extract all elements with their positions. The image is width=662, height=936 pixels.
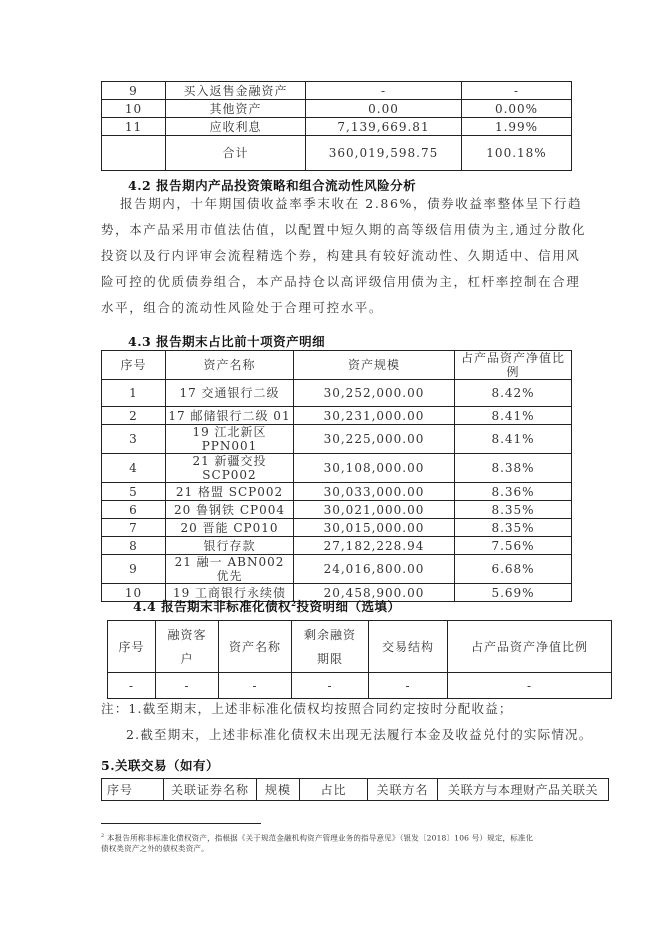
note-line: 2.截至期末，上述非标准化债权未出现无法履行本金及收益兑付的实际情况。	[126, 727, 593, 742]
cell-name: 17 交通银行二级	[166, 380, 294, 407]
cell-no: 6	[102, 501, 166, 519]
cell-amount: 27,182,228.94	[294, 537, 455, 555]
cell-no: 10	[102, 584, 166, 602]
table-row	[102, 380, 572, 407]
table-row	[102, 425, 572, 454]
cell-amount: 0.00	[306, 100, 462, 118]
header-structure: 交易结构	[369, 621, 448, 673]
cell-name: 20 鲁钢铁 CP004	[166, 501, 294, 519]
cell-ratio: 5.69%	[455, 584, 572, 602]
header-relationship: 关联方与本理财产品关联关	[438, 779, 609, 801]
cell-ratio: 1.99%	[462, 118, 572, 136]
cell-name: 21 格盟 SCP002	[166, 483, 294, 501]
cell-ratio: 8.35%	[455, 501, 572, 519]
table-row	[102, 82, 572, 100]
cell-no: 7	[102, 519, 166, 537]
cell-no: 2	[102, 407, 166, 425]
table-row	[102, 555, 572, 584]
cell-no	[102, 136, 166, 171]
table-row	[102, 407, 572, 425]
total-row	[102, 136, 572, 171]
cell-no: 10	[102, 100, 166, 118]
footnote-line: 债权类资产之外的债权类资产。	[101, 844, 209, 853]
cell-amount: 30,033,000.00	[294, 483, 455, 501]
cell-amount: 24,016,800.00	[294, 555, 455, 584]
section-4-4-heading	[133, 597, 401, 615]
cell-no: 11	[102, 118, 166, 136]
cell-no: 9	[102, 82, 166, 100]
section-4-3-heading: 4.3 报告期末占比前十项资产明细	[128, 334, 326, 349]
header-no: 序号	[102, 351, 166, 380]
table-row	[102, 501, 572, 519]
section-5-heading: 5.关联交易（如有）	[101, 758, 220, 773]
cell-name: 19 江北新区 PPN001	[166, 425, 294, 454]
cell-amount: 7,139,669.81	[306, 118, 462, 136]
paragraph-line: 投资以及行内评审会流程精选个券，构建具有较好流动性、久期适中、信用风	[101, 248, 581, 263]
section-4-2-heading: 4.2 报告期内产品投资策略和组合流动性风险分析	[128, 178, 417, 193]
cell-name: 21 新疆交投 SCP002	[166, 454, 294, 483]
table-row	[102, 537, 572, 555]
cell-ratio: 8.38%	[455, 454, 572, 483]
cell-name: 合计	[166, 136, 306, 171]
cell-ratio: 8.35%	[455, 519, 572, 537]
header-party-name: 关联方名	[368, 779, 438, 801]
paragraph-line: 水平，组合的流动性风险处于合理可控水平。	[101, 300, 384, 315]
cell-amount: 30,225,000.00	[294, 425, 455, 454]
cell-name: 其他资产	[166, 100, 306, 118]
paragraph-line: 险可控的优质债券组合，本产品持仓以高评级信用债为主，杠杆率控制在合理	[101, 274, 581, 289]
cell-amount: -	[306, 82, 462, 100]
cell-name: 应收利息	[166, 118, 306, 136]
cell: -	[448, 673, 612, 699]
cell-no: 1	[102, 380, 166, 407]
cell-no: 4	[102, 454, 166, 483]
asset-allocation-table-tail	[101, 81, 572, 171]
header-client: 融资客户	[156, 621, 219, 673]
paragraph-line: 报告期内，十年期国债收益率季末收在 2.86%，债券收益率整体呈下行趋	[120, 196, 583, 211]
cell-name: 17 邮储银行二级 01	[166, 407, 294, 425]
cell: -	[108, 673, 156, 699]
cell: -	[292, 673, 369, 699]
related-transactions-table	[101, 778, 609, 801]
cell-amount: 30,252,000.00	[294, 380, 455, 407]
footnote-line: 本报告所称非标准化债权资产，指根据《关于规范金融机构资产管理业务的指导意见》（银发〔2018〕106 号）规定，标准化	[106, 833, 534, 843]
heading-text: 投资明细（选填）	[296, 599, 401, 614]
cell-ratio: -	[462, 82, 572, 100]
cell-ratio: 7.56%	[455, 537, 572, 555]
cell-amount: 30,021,000.00	[294, 501, 455, 519]
footnote-divider	[101, 823, 261, 824]
cell-no: 5	[102, 483, 166, 501]
cell-name: 19 工商银行永续债	[166, 584, 294, 602]
header-nav-ratio: 占产品资产净值比例	[455, 351, 572, 380]
cell-ratio: 8.41%	[455, 425, 572, 454]
header-asset-name: 资产名称	[219, 621, 292, 673]
table-header-row	[102, 351, 572, 380]
header-no: 序号	[108, 621, 156, 673]
cell-amount: 20,458,900.00	[294, 584, 455, 602]
note-line: 注：1.截至期末，上述非标准化债权均按照合同约定按时分配收益；	[101, 701, 513, 716]
cell-ratio: 6.68%	[455, 555, 572, 584]
header-scale: 规模	[257, 779, 300, 801]
cell-ratio: 0.00%	[462, 100, 572, 118]
cell-no: 9	[102, 555, 166, 584]
cell-no: 3	[102, 425, 166, 454]
table-header-row	[102, 779, 609, 801]
table-header-row	[108, 621, 612, 673]
cell: -	[156, 673, 219, 699]
paragraph-line: 势，本产品采用市值法估值，以配置中短久期的高等级信用债为主,通过分散化	[101, 222, 586, 237]
header-nav-ratio: 占产品资产净值比例	[448, 621, 612, 673]
cell: -	[219, 673, 292, 699]
table-row	[102, 483, 572, 501]
table-row	[108, 673, 612, 699]
cell-amount: 30,015,000.00	[294, 519, 455, 537]
header-asset-amount: 资产规模	[294, 351, 455, 380]
table-row	[102, 519, 572, 537]
cell-ratio: 8.36%	[455, 483, 572, 501]
cell-amount: 360,019,598.75	[306, 136, 462, 171]
cell-ratio: 8.42%	[455, 380, 572, 407]
footnote	[101, 831, 533, 844]
cell-amount: 30,231,000.00	[294, 407, 455, 425]
cell: -	[369, 673, 448, 699]
footnote-ref[interactable]: 2	[291, 598, 297, 608]
top-ten-assets-table	[101, 350, 572, 602]
heading-text: 4.4 报告期末非标准化债权	[133, 599, 292, 614]
table-row	[102, 118, 572, 136]
header-remaining-term: 剩余融资期限	[292, 621, 369, 673]
cell-amount: 30,108,000.00	[294, 454, 455, 483]
header-security-name: 关联证券名称	[164, 779, 257, 801]
table-row	[102, 454, 572, 483]
cell-name: 买入返售金融资产	[166, 82, 306, 100]
header-asset-name: 资产名称	[166, 351, 294, 380]
cell-ratio: 100.18%	[462, 136, 572, 171]
footnote-mark: 2	[101, 833, 105, 839]
cell-ratio: 8.41%	[455, 407, 572, 425]
non-standard-debt-table	[107, 620, 612, 699]
cell-name: 20 晋能 CP010	[166, 519, 294, 537]
cell-name: 银行存款	[166, 537, 294, 555]
header-ratio: 占比	[300, 779, 368, 801]
header-no: 序号	[102, 779, 164, 801]
table-row	[102, 100, 572, 118]
cell-no: 8	[102, 537, 166, 555]
cell-name: 21 融一 ABN002 优先	[166, 555, 294, 584]
